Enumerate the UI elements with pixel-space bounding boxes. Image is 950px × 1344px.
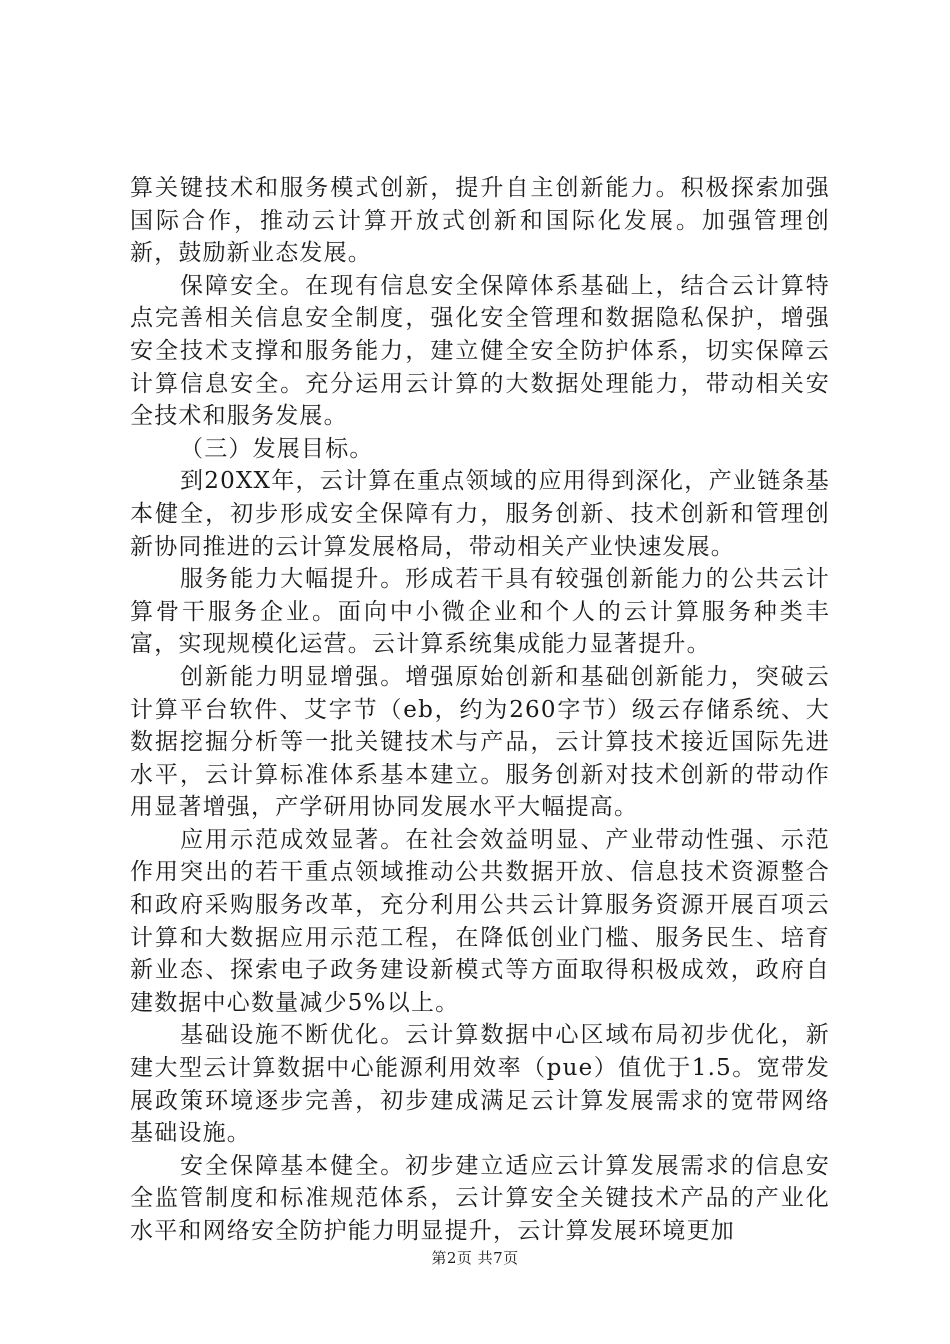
document-body: [130, 172, 830, 1248]
paragraph-security: 保障安全。在现有信息安全保障体系基础上，结合云计算特点完善相关信息安全制度，强化安全管理和数据隐私保护，增强安全技术支撑和服务能力，建立健全安全防护体系，切实保障云计算信息安全。充分运用云计算的大数据处理能力，带动相关安全技术和服务发展。: [130, 272, 830, 430]
paragraph-infrastructure: 基础设施不断优化。云计算数据中心区域布局初步优化，新建大型云计算数据中心能源利用效率（pue）值优于1.5。宽带发展政策环境逐步完善，初步建成满足云计算发展需求的宽带网络基础设施。: [130, 1022, 830, 1147]
paragraph-service-capability: 服务能力大幅提升。形成若干具有较强创新能力的公共云计算骨干服务企业。面向中小微企业和个人的云计算服务种类丰富，实现规模化运营。云计算系统集成能力显著提升。: [130, 566, 830, 658]
paragraph-application-demo: 应用示范成效显著。在社会效益明显、产业带动性强、示范作用突出的若干重点领域推动公共数据开放、信息技术资源整合和政府采购服务改革，充分利用公共云计算服务资源开展百项云计算和大数据应用示范工程，在降低创业门槛、服务民生、培育新业态、探索电子政务建设新模式等方面取得积极成效，政府自建数据中心数量减少5%以上。: [130, 826, 830, 1016]
paragraph-continuation: 算关键技术和服务模式创新，提升自主创新能力。积极探索加强国际合作，推动云计算开放式创新和国际化发展。加强管理创新，鼓励新业态发展。: [130, 175, 830, 267]
section-heading-goals: （三）发展目标。: [180, 435, 374, 462]
paragraph-innovation-capability: 创新能力明显增强。增强原始创新和基础创新能力，突破云计算平台软件、艾字节（eb，约为260字节）级云存储系统、大数据挖掘分析等一批关键技术与产品，云计算技术接近国际先进水平，云计算标准体系基本建立。服务创新对技术创新的带动作用显著增强，产学研用协同发展水平大幅提高。: [130, 663, 830, 821]
paragraph-security-assurance: 安全保障基本健全。初步建立适应云计算发展需求的信息安全监管制度和标准规范体系，云计算安全关键技术产品的产业化水平和网络安全防护能力明显提升，云计算发展环境更加: [130, 1152, 830, 1244]
page-footer: 第2页 共7页: [431, 1249, 519, 1267]
paragraph-goals-overview: 到20XX年，云计算在重点领域的应用得到深化，产业链条基本健全，初步形成安全保障有力，服务创新、技术创新和管理创新协同推进的云计算发展格局，带动相关产业快速发展。: [130, 468, 830, 560]
